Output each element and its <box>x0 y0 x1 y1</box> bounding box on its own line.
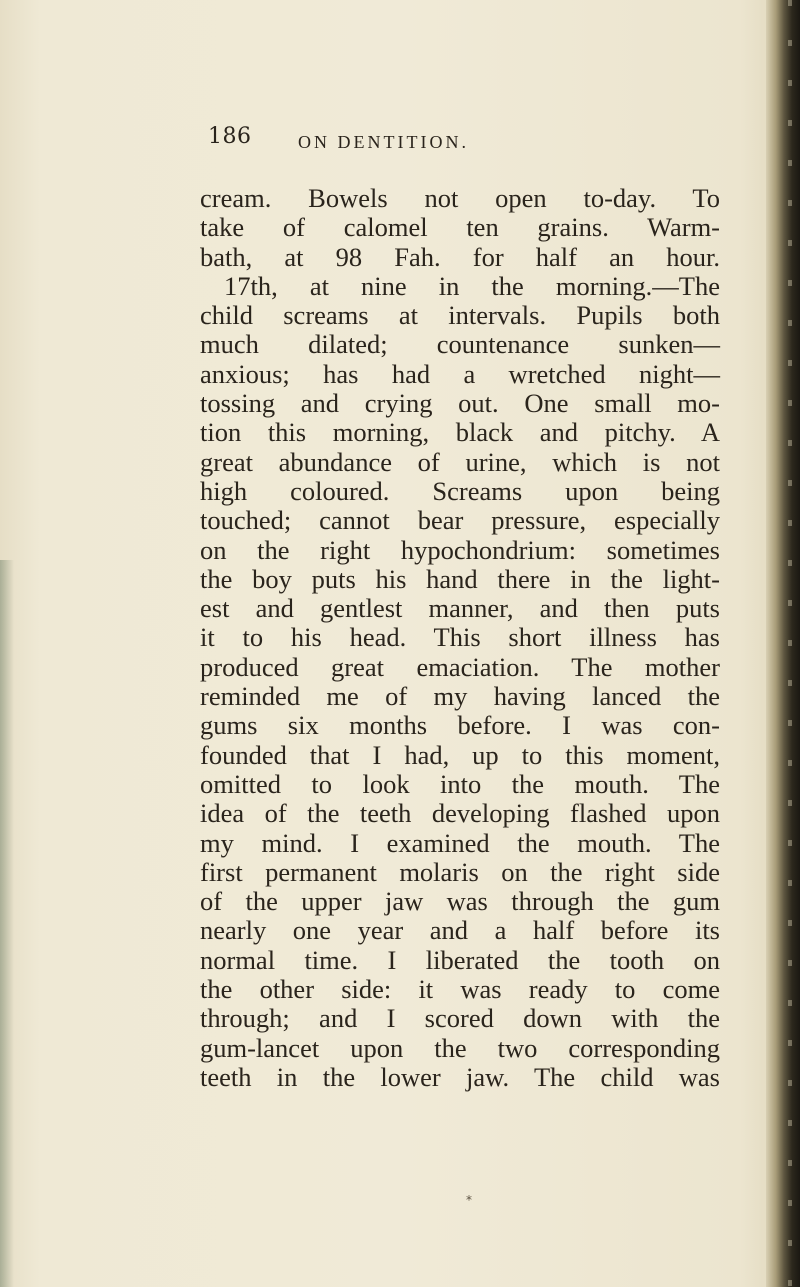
page-header <box>208 124 728 164</box>
text-line: omitted to look into the mouth. The <box>200 768 720 799</box>
body-text <box>200 184 720 1092</box>
text-line: the other side: it was ready to come <box>200 974 720 1005</box>
text-line: it to his head. This short illness has <box>200 622 720 653</box>
text-line: teeth in the lower jaw. The child was <box>200 1061 720 1092</box>
text-line: of the upper jaw was through the gum <box>200 886 720 917</box>
text-line: great abundance of urine, which is not <box>200 446 720 477</box>
text-line: my mind. I examined the mouth. The <box>200 827 720 858</box>
text-line: first permanent molaris on the right side <box>200 856 720 887</box>
text-line: through; and I scored down with the <box>200 1003 720 1034</box>
text-line: idea of the teeth developing flashed upon <box>200 798 720 829</box>
page-number: 186 <box>208 124 252 149</box>
text-line: gums six months before. I was con- <box>200 710 720 741</box>
text-line: cream. Bowels not open to-day. To <box>200 183 720 213</box>
text-line: anxious; has had a wretched night— <box>200 358 720 389</box>
binding-texture <box>788 0 792 1287</box>
text-line: est and gentlest manner, and then puts <box>200 593 720 624</box>
text-line: gum-lancet upon the two corresponding <box>200 1032 720 1063</box>
text-line: touched; cannot bear pressure, especially <box>200 505 720 536</box>
running-head: ON DENTITION. <box>298 132 469 152</box>
page-edge-shadow <box>0 560 14 1287</box>
text-line: the boy puts his hand there in the light- <box>200 563 720 594</box>
text-line: take of calomel ten grains. Warm- <box>200 212 720 243</box>
text-line: normal time. I liberated the tooth on <box>200 944 720 975</box>
text-line: 17th, at nine in the morning.—The <box>224 270 720 301</box>
book-binding-edge <box>766 0 800 1287</box>
text-line: bath, at 98 Fah. for half an hour. <box>200 241 720 272</box>
text-line: tossing and crying out. One small mo- <box>200 388 720 419</box>
text-line: child screams at intervals. Pupils both <box>200 300 720 331</box>
text-line: high coloured. Screams upon being <box>200 475 720 506</box>
text-line: produced great emaciation. The mother <box>200 651 720 682</box>
text-line: much dilated; countenance sunken— <box>200 329 720 360</box>
text-line: founded that I had, up to this moment, <box>200 739 720 770</box>
signature-mark: * <box>466 1193 472 1207</box>
text-line: tion this morning, black and pitchy. A <box>200 417 720 448</box>
text-line: reminded me of my having lanced the <box>200 681 720 712</box>
text-line: nearly one year and a half before its <box>200 915 720 946</box>
text-line: on the right hypochondrium: sometimes <box>200 534 720 565</box>
